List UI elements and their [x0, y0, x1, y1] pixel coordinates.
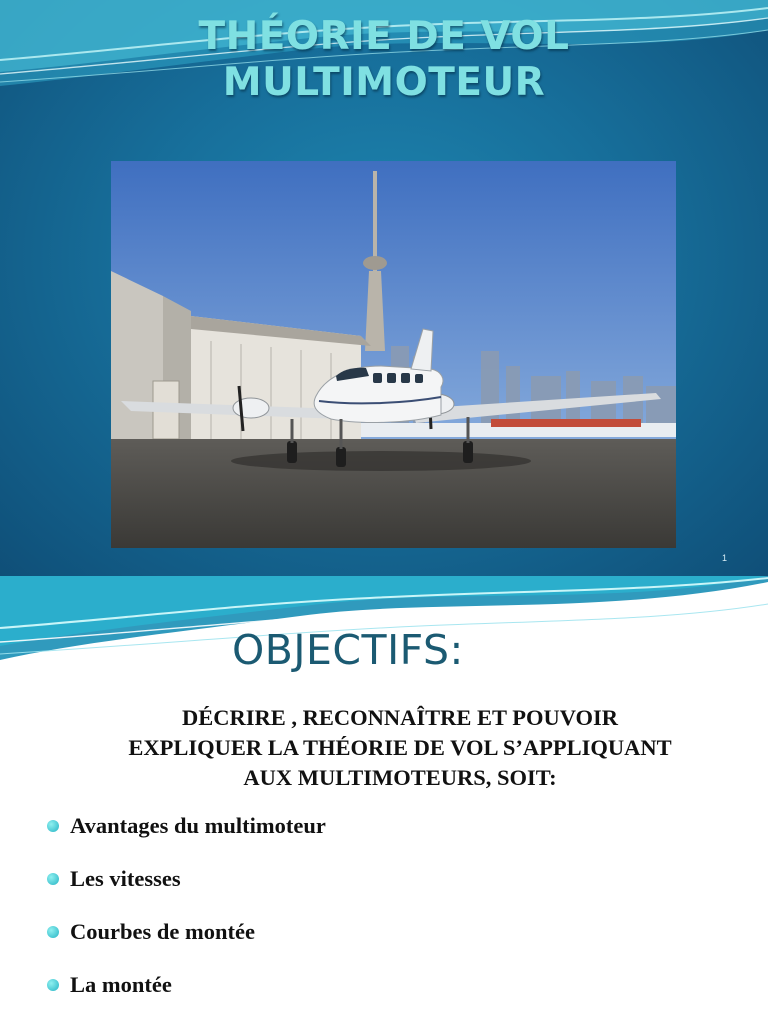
intro-line-3: AUX MULTIMOTEURS, SOIT:	[243, 765, 557, 790]
objectives-slide	[0, 576, 768, 1024]
title-line-1: THÉORIE DE VOL	[198, 14, 570, 59]
bullet-dot-icon	[47, 820, 59, 832]
bullet-dot-icon	[47, 979, 59, 991]
list-item	[44, 812, 326, 865]
objectives-intro	[40, 703, 760, 793]
intro-line-1: DÉCRIRE , RECONNAÎTRE ET POUVOIR	[181, 705, 619, 730]
title-line-2: MULTIMOTEUR	[222, 60, 546, 105]
objectives-heading: OBJECTIFS:	[232, 626, 464, 674]
list-item-label: Courbes de montée	[70, 919, 255, 944]
list-item	[44, 971, 326, 1024]
bullet-dot-icon	[47, 926, 59, 938]
list-item-label: Les vitesses	[70, 866, 181, 891]
slide-number: 1	[722, 553, 728, 563]
list-item-label: La montée	[70, 972, 172, 997]
list-item-label: Avantages du multimoteur	[70, 813, 326, 838]
slide-title	[0, 14, 768, 106]
list-item	[44, 918, 326, 971]
intro-line-2: EXPLIQUER LA THÉORIE DE VOL S’APPLIQUANT	[128, 735, 672, 760]
list-item	[44, 865, 326, 918]
bullet-dot-icon	[47, 873, 59, 885]
objectives-list	[44, 812, 326, 1024]
aircraft-photo	[111, 161, 676, 548]
